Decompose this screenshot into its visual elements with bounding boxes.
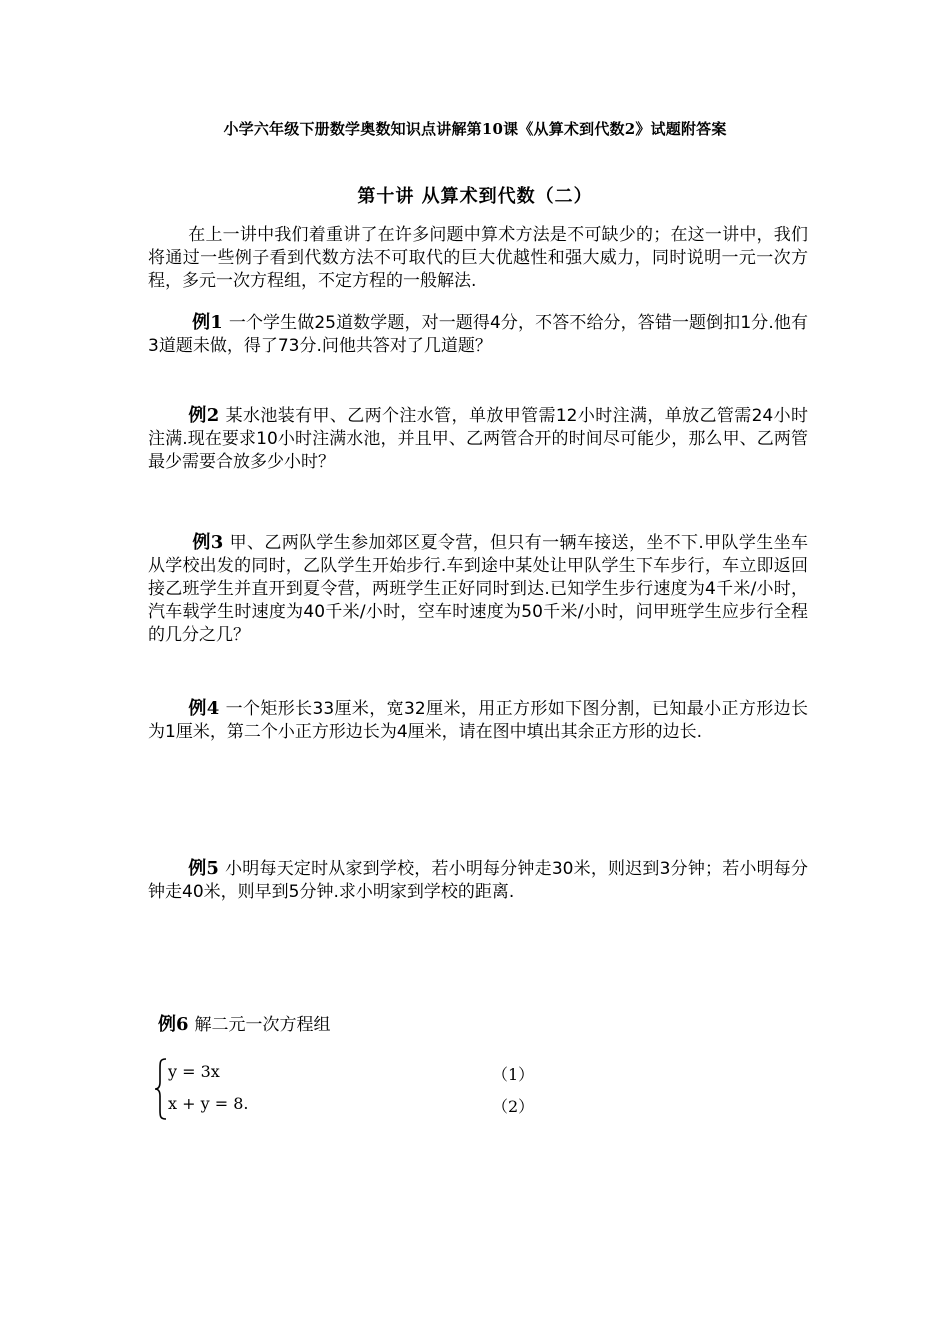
example-5: [148, 857, 808, 904]
example-1: [148, 311, 808, 358]
example-6-text: 解二元一次方程组: [194, 1015, 331, 1035]
left-brace-icon: [154, 1058, 168, 1120]
equation-1: y = 3x: [168, 1062, 220, 1081]
intro-paragraph: [148, 224, 808, 293]
example-2-text: 某水池装有甲、乙两个注水管，单放甲管需12小时注满，单放乙管需24小时注满.现在要求10小时注满水池，并且甲、乙两管合开的时间尽可能少，那么甲、乙两管最少需要合放多少小时？: [148, 406, 808, 472]
example-5-text: 小明每天定时从家到学校，若小明每分钟走30米，则迟到3分钟；若小明每分钟走40米，则早到5分钟.求小明家到学校的距离.: [148, 859, 808, 902]
example-5-label: 例5: [188, 858, 219, 879]
example-2: [148, 404, 808, 474]
example-1-text: 一个学生做25道数学题，对一题得4分，不答不给分，答错一题倒扣1分.他有3道题未做，得了73分.问他共答对了几道题？: [148, 313, 808, 356]
example-3-label: 例3: [192, 532, 224, 553]
example-2-label: 例2: [188, 405, 220, 426]
example-3-text: 甲、乙两队学生参加郊区夏令营，但只有一辆车接送，坐不下.甲队学生坐车从学校出发的同时，乙队学生开始步行.车到途中某处让甲队学生下车步行，车立即返回接乙班学生并直开到夏令营，两班学生正好同时到达.已知学生步行速度为4千米/小时，汽车载学生时速度为40千米/小时，空车时速度为50千米/小时，问甲班学生应步行全程的几分之几？: [148, 533, 808, 645]
example-1-label: 例1: [192, 312, 223, 333]
example-6-label: 例6: [158, 1014, 189, 1035]
example-3: [148, 531, 808, 647]
equation-1-number: （1）: [492, 1065, 535, 1084]
example-4-text: 一个矩形长33厘米，宽32厘米，用正方形如下图分割，已知最小正方形边长为1厘米，第二个小正方形边长为4厘米，请在图中填出其余正方形的边长.: [148, 699, 808, 742]
example-6: [158, 1010, 331, 1036]
intro-text: 在上一讲中我们着重讲了在许多问题中算术方法是不可缺少的；在这一讲中，我们将通过一些例子看到代数方法不可取代的巨大优越性和强大威力，同时说明一元一次方程，多元一次方程组，不定方程的一般解法.: [148, 225, 808, 291]
example-4: [148, 697, 808, 744]
equation-system: [154, 1058, 554, 1124]
equation-2: x + y = 8.: [168, 1094, 249, 1113]
equation-2-number: （2）: [492, 1097, 535, 1116]
document-title: 小学六年级下册数学奥数知识点讲解第10课《从算术到代数2》试题附答案: [223, 120, 727, 138]
lecture-title: 第十讲 从算术到代数（二）: [357, 186, 593, 207]
example-4-label: 例4: [188, 698, 220, 719]
